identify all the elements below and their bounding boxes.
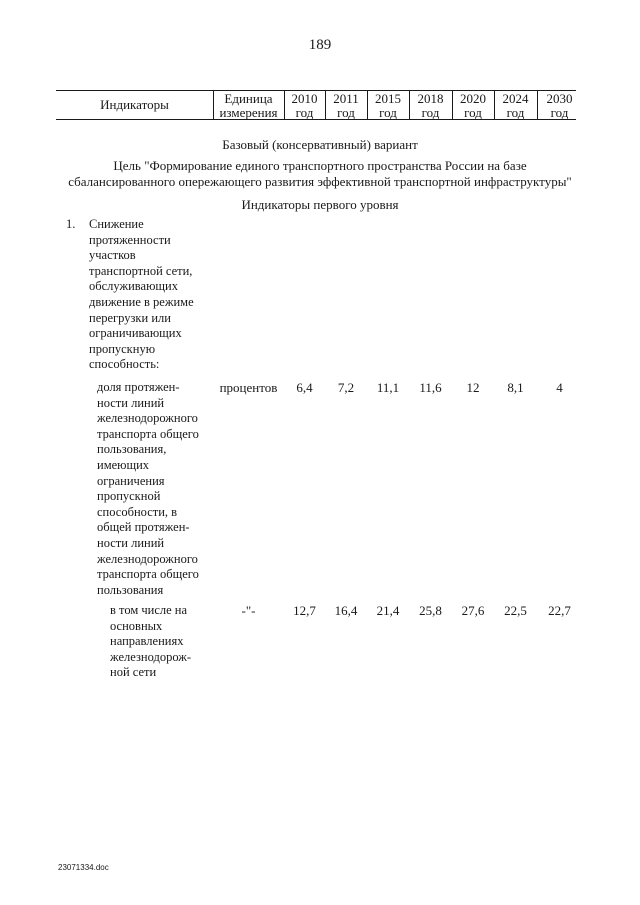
row-line: ограничения [97,473,165,488]
header-year: 2010 [291,91,318,106]
row-value: 6,4 [296,380,313,395]
row-value: 4 [556,380,563,395]
header-year: 2024 [502,91,529,106]
row-line: ности линий [97,535,165,550]
row-unit: процентов [219,380,278,395]
row-line: общей протяжен- [97,520,190,535]
header-year-word: год [295,105,314,120]
header-year-word: год [464,105,482,120]
row-value: 12 [466,380,480,395]
row-value: 7,2 [337,380,355,395]
row-line: железнодорож- [110,649,192,664]
row-description [97,380,215,598]
goal-line-2: сбалансированного опережающего развития эффективной транспортной инфраструктуры" [68,174,572,189]
header-indicators: Индикаторы [100,97,169,112]
page-number: 189 [308,37,332,53]
row-value: 16,4 [334,603,358,618]
item-line: транспортной сети, [89,263,193,278]
header-year-word: год [337,105,355,120]
row-value: 22,5 [504,603,527,618]
row-value: 21,4 [376,603,400,618]
header-year-word: год [550,105,569,120]
item-line: движение в режиме [89,294,194,309]
row-value: 11,6 [419,380,442,395]
header-year-word: год [506,105,525,120]
row-description [110,603,215,681]
row-line: транспорта общего [97,426,199,441]
row-line: в том числе на [110,603,188,617]
header-year: 2015 [375,91,401,106]
item-number: 1. [66,217,76,231]
row-line: пропускной [97,489,161,504]
item-line: обслуживающих [89,279,178,294]
header-unit-line2: измерения [219,105,278,120]
row-line: пользования [97,582,164,597]
row-line: пользования, [97,442,167,457]
footer-doc-code: 23071334.doc [58,863,109,872]
item-description [89,217,214,373]
row-value: 22,7 [548,603,571,618]
item-line: протяженности [89,232,171,247]
row-value: 27,6 [461,603,485,618]
row-line: основных [110,618,163,633]
row-value: 8,1 [507,380,524,395]
variant-title: Базовый (консервативный) вариант [222,137,418,152]
header-year: 2030 [546,91,573,106]
item-line: способность: [89,357,160,372]
header-year-word: год [421,105,440,120]
header-year: 2020 [460,91,486,106]
row-value: 12,7 [293,603,316,618]
row-line: имеющих [97,457,150,472]
header-year-word: год [379,105,397,120]
row-line: способности, в [97,504,178,519]
row-value: 25,8 [419,603,442,618]
item-line: пропускную [89,341,156,356]
item-line: перегрузки или [89,310,171,325]
header-unit-line1: Единица [224,91,273,106]
item-line: ограничивающих [89,326,182,341]
row-line: доля протяжен- [97,380,180,394]
header-year: 2011 [333,91,359,106]
row-line: транспорта общего [97,567,199,582]
item-line: участков [89,248,136,263]
row-line: ной сети [110,665,157,680]
goal-line-1: Цель "Формирование единого транспортного пространства России на базе [113,158,527,173]
header-year: 2018 [417,91,444,106]
row-line: железнодорожного [97,551,198,566]
row-line: направлениях [110,634,184,649]
row-line: ности линий [97,395,165,410]
item-line: Снижение [89,217,144,231]
row-unit: -"- [241,603,256,618]
row-value: 11,1 [376,380,400,395]
level-title: Индикаторы первого уровня [241,197,399,212]
row-line: железнодорожного [97,411,198,426]
